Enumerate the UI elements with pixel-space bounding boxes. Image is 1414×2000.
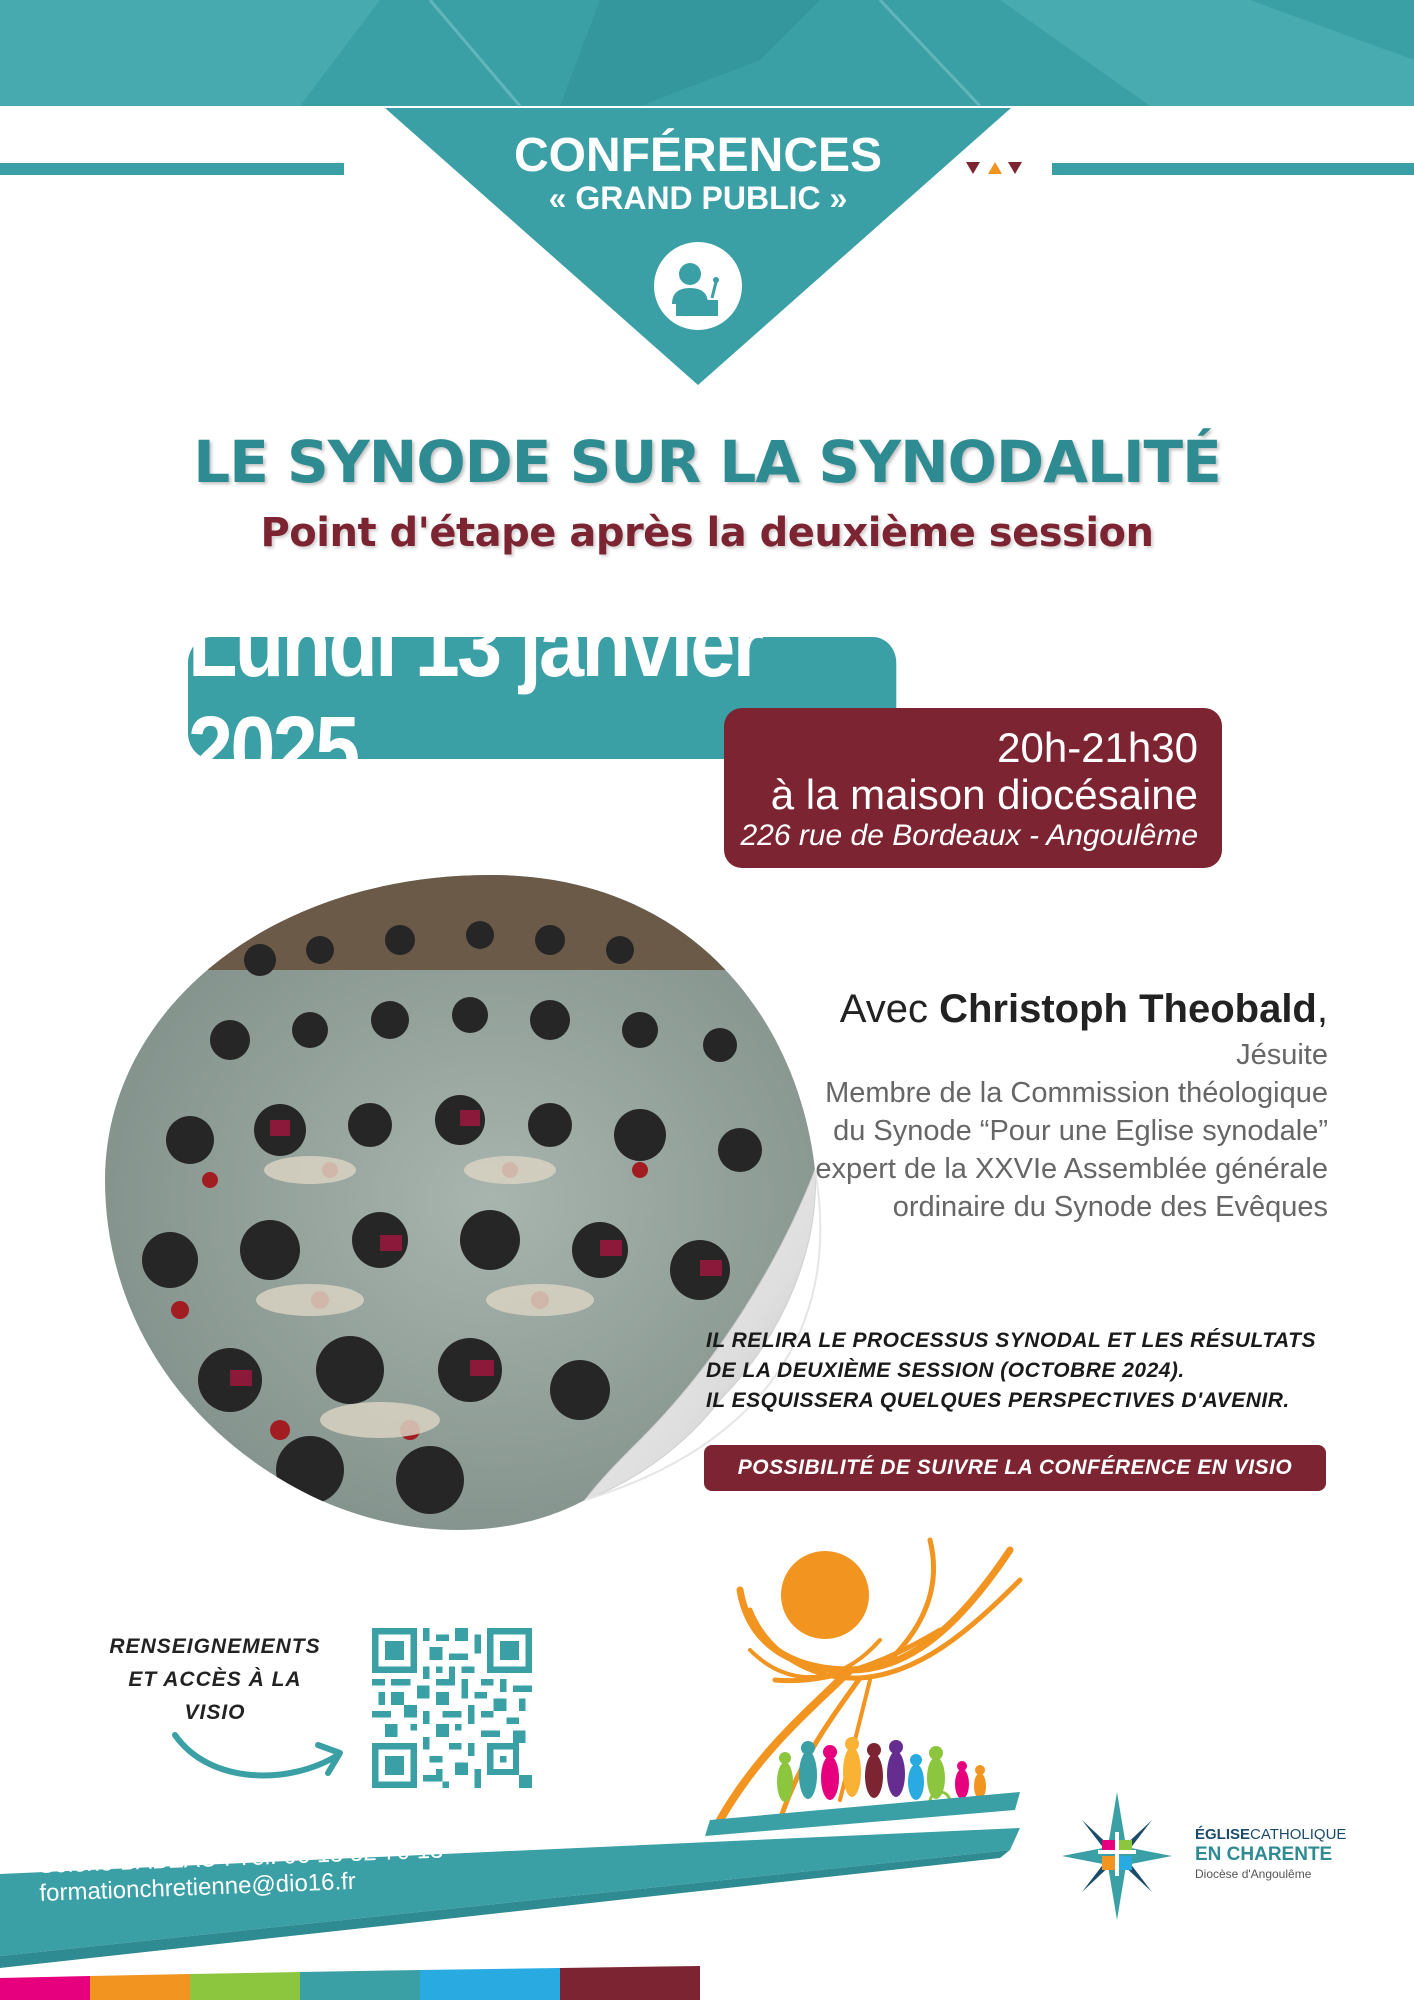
visio-availability-badge: POSSIBILITÉ DE SUIVRE LA CONFÉRENCE EN VISIO: [704, 1445, 1326, 1491]
event-subtitle: Point d'étape après la deuxième session: [260, 510, 1154, 556]
conference-summary: [706, 1326, 1346, 1416]
speaker-role: du Synode “Pour une Eglise synodale”: [833, 1115, 1328, 1147]
conference-audience-subtitle: « GRAND PUBLIC »: [548, 180, 848, 216]
diocese-line3: Diocèse d'Angoulême: [1195, 1867, 1312, 1881]
speaker-name-line: [728, 982, 1328, 1036]
diocese-line1: ÉGLISECATHOLIQUE: [1195, 1826, 1347, 1843]
curved-arrow-icon: [170, 1715, 350, 1785]
speaker-name: Christoph Theobald: [939, 987, 1317, 1031]
top-decorative-band: [0, 0, 1414, 110]
speaker-role: ordinaire du Synode des Evêques: [892, 1191, 1328, 1223]
event-date: Lundi 13 janvier 2025: [188, 637, 896, 759]
left-rule: [0, 163, 344, 175]
summary-line: IL RELIRA LE PROCESSUS SYNODAL ET LES RÉSULTATS: [706, 1329, 1317, 1352]
speaker-block: [728, 982, 1328, 1226]
info-label-line1: RENSEIGNEMENTS: [109, 1635, 321, 1658]
event-title: LE SYNODE SUR LA SYNODALITÉ: [193, 428, 1221, 496]
speaker-role: Jésuite: [1236, 1039, 1328, 1071]
conference-type-title: CONFÉRENCES: [513, 129, 883, 182]
speaker-at-podium-icon: [654, 242, 742, 330]
summary-line: IL ESQUISSERA QUELQUES PERSPECTIVES D'AVENIR.: [706, 1389, 1290, 1412]
info-label-line2: ET ACCÈS À LA VISIO: [128, 1668, 302, 1724]
speaker-role: Membre de la Commission théologique: [825, 1077, 1328, 1109]
synod-logo: [690, 1520, 1050, 1840]
summary-line: DE LA DEUXIÈME SESSION (OCTOBRE 2024).: [706, 1359, 1185, 1382]
qr-code[interactable]: [372, 1628, 532, 1788]
event-address: 226 rue de Bordeaux - Angoulême: [740, 819, 1198, 852]
speaker-suffix: ,: [1316, 987, 1328, 1031]
speaker-role: expert de la XXVIe Assemblée générale: [815, 1153, 1328, 1185]
event-time: 20h-21h30: [997, 724, 1198, 771]
event-place: à la maison diocésaine: [770, 771, 1198, 818]
contact-info: Solène BABEAU : Tél. 06 15 52 70 13 - formationchretienne@dio16.fr: [37, 1835, 459, 1908]
right-rule: [1052, 163, 1414, 175]
speaker-prefix: Avec: [839, 987, 940, 1031]
diocese-line2: EN CHARENTE: [1195, 1844, 1333, 1865]
